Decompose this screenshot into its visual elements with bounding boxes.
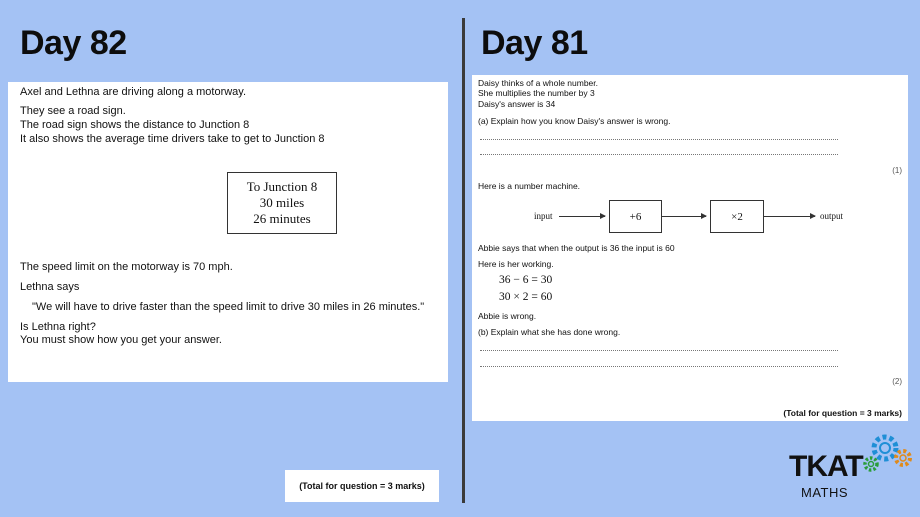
machine-intro: Here is a number machine. (478, 181, 581, 191)
abbie-wrong: Abbie is wrong. (478, 311, 537, 321)
question-line-2: They see a road sign. (20, 105, 126, 117)
day-81-question-panel (472, 75, 908, 421)
day-82-question-panel (8, 82, 448, 382)
machine-box-add: +6 (609, 200, 662, 233)
working-line-2: 30 × 2 = 60 (499, 291, 553, 303)
day-82-title: Day 82 (20, 24, 127, 62)
question-line-1: Axel and Lethna are driving along a motorway. (20, 86, 247, 98)
road-sign-line-3: 26 minutes (253, 211, 311, 226)
day-81-title: Day 81 (481, 24, 588, 62)
intro-line-1: Daisy thinks of a whole number. (478, 78, 599, 88)
answer-line-a2 (480, 154, 838, 155)
road-sign-line-2: 30 miles (259, 195, 305, 210)
road-sign-line-1: To Junction 8 (246, 179, 318, 194)
arrow-right-icon (764, 216, 815, 217)
part-a-text: (a) Explain how you know Daisy's answer is wrong. (478, 116, 671, 126)
intro-line-2: She multiplies the number by 3 (478, 88, 595, 98)
answer-line-b2 (480, 366, 838, 367)
machine-output-label: output (820, 211, 844, 221)
arrow-right-icon (559, 216, 605, 217)
question-line-3: The road sign shows the distance to Junction 8 (20, 119, 250, 131)
lethna-says: Lethna says (20, 281, 80, 293)
answer-line-b1 (480, 350, 838, 351)
question-line-4: It also shows the average time drivers take to get to Junction 8 (20, 133, 325, 145)
answer-line-a1 (480, 139, 838, 140)
day-82-total-marks: (Total for question = 3 marks) (285, 470, 439, 502)
logo-text: TKAT (789, 450, 863, 483)
instruction-text: You must show how you get your answer. (20, 334, 222, 346)
logo-subtext: MATHS (801, 485, 849, 500)
tkat-maths-logo (787, 430, 917, 510)
lethna-quote: "We will have to drive faster than the speed limit to drive 30 miles in 26 minutes." (32, 301, 425, 313)
arrow-right-icon (662, 216, 706, 217)
day-81-total-marks: (Total for question = 3 marks) (783, 408, 902, 418)
part-b-mark: (2) (892, 377, 902, 386)
vertical-divider (462, 18, 465, 503)
part-a-mark: (1) (892, 166, 902, 175)
question-text: Is Lethna right? (20, 321, 96, 333)
working-line-1: 36 − 6 = 30 (499, 274, 553, 286)
machine-box-multiply: ×2 (710, 200, 764, 233)
abbie-says: Abbie says that when the output is 36 the input is 60 (478, 243, 675, 253)
part-b-text: (b) Explain what she has done wrong. (478, 327, 621, 337)
intro-line-3: Daisy's answer is 34 (478, 99, 556, 109)
speed-limit-text: The speed limit on the motorway is 70 mph. (20, 261, 233, 273)
machine-input-label: input (534, 211, 553, 221)
working-intro: Here is her working. (478, 259, 554, 269)
road-sign (227, 172, 337, 234)
